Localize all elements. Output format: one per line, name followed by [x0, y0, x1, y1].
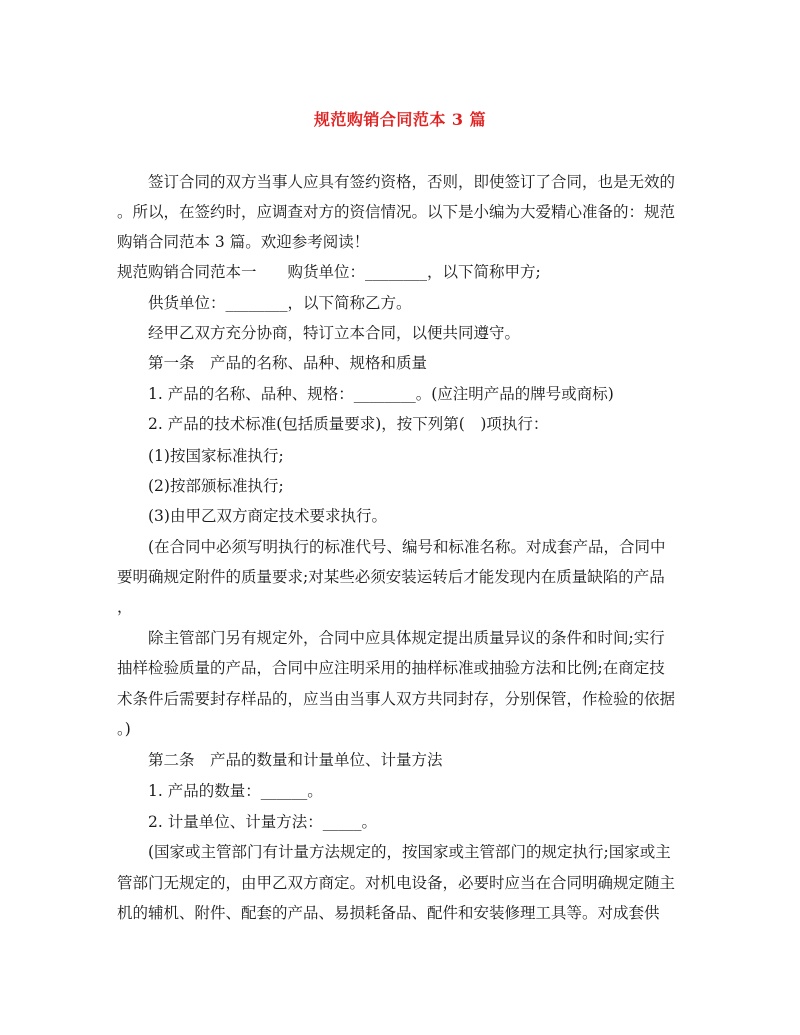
paragraph-line: 除主管部门另有规定外，合同中应具体规定提出质量异议的条件和时间;实行	[148, 629, 665, 647]
paragraph-line: 经甲乙双方充分协商，特订立本合同，以便共同遵守。	[148, 324, 521, 342]
paragraph-line: 购销合同范本 3 篇。欢迎参考阅读！	[117, 233, 370, 251]
paragraph-line: 1. 产品的名称、品种、规格：________。(应注明产品的牌号或商标)	[148, 385, 614, 403]
paragraph-line: 1. 产品的数量：______。	[148, 782, 323, 800]
paragraph-line: 签订合同的双方当事人应具有签约资格，否则，即使签订了合同，也是无效的	[148, 173, 676, 191]
paragraph-line: 要明确规定附件的质量要求;对某些必须安装运转后才能发现内在质量缺陷的产品	[117, 568, 665, 586]
paragraph-line: 机的辅机、附件、配套的产品、易损耗备品、配件和安装修理工具等。对成套供	[117, 904, 660, 922]
paragraph-line: 管部门无规定的，由甲乙双方商定。对机电设备，必要时应当在合同明确规定随主	[117, 874, 676, 892]
paragraph-line: 抽样检验质量的产品，合同中应注明采用的抽样标准或抽验方法和比例;在商定技	[117, 659, 665, 677]
section-heading: 第二条 产品的数量和计量单位、计量方法	[148, 751, 443, 769]
paragraph-line: 。所以，在签约时，应调查对方的资信情况。以下是小编为大爱精心准备的：规范	[117, 203, 676, 221]
paragraph-line: 2. 产品的技术标准(包括质量要求)，按下列第( )项执行：	[148, 415, 549, 433]
paragraph-line: (3)由甲乙双方商定技术要求执行。	[148, 507, 387, 525]
paragraph-line: 2. 计量单位、计量方法：_____。	[148, 813, 377, 831]
paragraph-line: 。)	[117, 720, 131, 738]
paragraph-line: 规范购销合同范本一 购货单位：________，以下简称甲方;	[117, 263, 541, 281]
paragraph-line: (国家或主管部门有计量方法规定的，按国家或主管部门的规定执行;国家或主	[148, 843, 671, 861]
paragraph-line: 术条件后需要封存样品的，应当由当事人双方共同封存，分别保管，作检验的依据	[117, 690, 676, 708]
paragraph-line: ，	[117, 598, 133, 616]
paragraph-line: (1)按国家标准执行;	[148, 447, 284, 465]
section-heading: 第一条 产品的名称、品种、规格和质量	[148, 354, 428, 372]
paragraph-line: (2)按部颁标准执行;	[148, 477, 284, 495]
paragraph-line: 供货单位：________，以下简称乙方。	[148, 294, 412, 312]
document-title: 规范购销合同范本 3 篇	[313, 110, 487, 129]
paragraph-line: (在合同中必须写明执行的标准代号、编号和标准名称。对成套产品，合同中	[148, 538, 666, 556]
